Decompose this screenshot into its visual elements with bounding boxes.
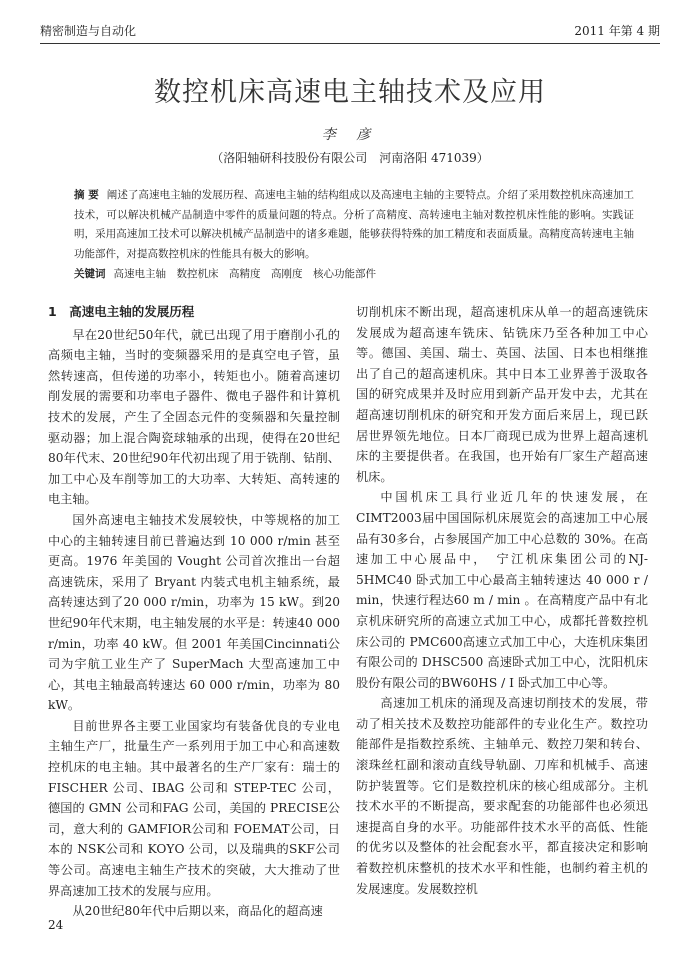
- author-affiliation: （洛阳轴研科技股份有限公司 河南洛阳 471039）: [211, 151, 489, 165]
- keywords-label: 关键词: [74, 268, 106, 280]
- paragraph: 早在20世纪50年代，就已出现了用于磨削小孔的高频电主轴，当时的变频器采用的是真空电子管，虽然转速高，但传递的功率小，转矩也小。随着高速切削发展的需要和功率电子器件、微电子器件和计算机技术的发展，产生了全固态元件的变频器和矢量控制驱动器；加上混合陶瓷球轴承的出现，使得在20世纪80年代末、20世纪90年代初出现了用于铣削、钻削、加工中心及车削等加工的大功率、大转矩、高转速的电主轴。: [48, 327, 340, 507]
- paragraph: 切削机床不断出现，超高速机床从单一的超高速铣床发展成为超高速车铣床、钻铣床乃至各种加工中心等。德国、美国、瑞士、英国、法国、日本也相继推出了自己的超高速机床。其中日本工业界善于汲取各国的研究成果并及时应用到新产品开发中去，尤其在超高速切削机床的研究和开发方面后来居上，现已跃居世界领先地位。日本厂商现已成为世界上超高速机床的主要提供者。在我国，也开始有厂家生产超高速机床。: [356, 305, 648, 484]
- abstract-block: [74, 186, 634, 285]
- abstract-text: 阐述了高速电主轴的发展历程、高速电主轴的结构组成以及高速电主轴的主要特点。介绍了采用数控机床高速加工技术，可以解决机械产品制造中零件的质量问题的特点。分析了高精度、高转速电主轴对数控机床性能的影响。实践证明，采用高速加工技术可以解决机械产品制造中的诸多难题，能够获得特殊的加工精度和表面质量。高精度高转速电主轴功能部件，对提高数控机床的性能具有极大的影响。: [74, 189, 635, 260]
- paragraph: 国外高速电主轴技术发展较快，中等规格的加工中心的主轴转速目前已普遍达到 10 000 r/min 甚至更高。1976 年美国的 Vought 公司首次推出一台超高速铣床，采用了 Bryant 内装式电机主轴系统，最高转速达到了20 000 r/min，功率为 15 kW。到20世纪90年代末期，电主轴发展的水平是：转速40 000 r/min，功率 40 kW。但 2001 年美国Cincinnati公司为宇航工业生产了 SuperMach 大型高速加工中心，其电主轴最高转速达 60 000 r/min，功率为 80 kW。: [48, 512, 340, 713]
- running-header: [40, 22, 660, 44]
- left-column: [48, 302, 340, 922]
- abstract: [74, 186, 634, 264]
- right-column: [356, 302, 648, 899]
- paragraph: 目前世界各主要工业国家均有装备优良的专业电主轴生产厂，批量生产一系列用于加工中心和高速数控机床的电主轴。其中最著名的生产厂家有：瑞士的 FISCHER 公司、IBAG 公司和 STEP-TEC 公司，德国的 GMN 公司和FAG 公司，美国的 PRECISE公司，意大利的 GAMFIOR公司和 FOEMAT公司，日本的 NSK公司和 KOYO 公司，以及瑞典的SKF公司等公司。高速电主轴生产技术的突破，大大推动了世界高速加工技术的发展与应用。: [48, 718, 340, 898]
- issue-label: 2011 年第 4 期: [574, 24, 660, 38]
- paragraph: 从20世纪80年代中后期以来，商品化的超高速: [72, 904, 323, 919]
- page-number: 24: [48, 918, 64, 932]
- journal-name: 精密制造与自动化: [40, 24, 137, 38]
- article-title: 数控机床高速电主轴技术及应用: [154, 77, 546, 108]
- keywords: [74, 265, 634, 285]
- author-name: 李 彦: [321, 127, 379, 143]
- keywords-text: 高速电主轴 数控机床 高精度 高刚度 核心功能部件: [113, 268, 376, 280]
- abstract-label: 摘 要: [74, 189, 99, 201]
- paragraph: 中国机床工具行业近几年的快速发展，在CIMT2003届中国国际机床展览会的高速加工中心展品有30多台，占参展国产加工中心总数的 30%。在高速加工中心展品中， 宁江机床集团公司的NJ-5HMC40 卧式加工中心最高主轴转速达 40 000 r / min，快速行程达60 m / min 。在高精度产品中有北京机床研究所的高速立式加工中心，成都托普数控机床公司的 PMC600高速立式加工中心，大连机床集团有限公司的 DHSC500 高速卧式加工中心，沈阳机床股份有限公司的BW60HS / I 卧式加工中心等。: [356, 490, 648, 690]
- paragraph: 高速加工机床的涌现及高速切削技术的发展，带动了相关技术及数控功能部件的专业化生产。数控功能部件是指数控系统、主轴单元、数控刀架和转台、滚珠丝杠副和滚动直线导轨副、刀库和机械手、高速防护装置等。它们是数控机床的核心组成部分。主机技术水平的不断提高，要求配套的功能部件也必须迅速提高自身的水平。功能部件技术水平的高低、性能的优劣以及整体的社会配套水平，都直接决定和影响着数控机床整机的技术水平和性能，也制约着主机的发展速度。发展数控机: [356, 696, 648, 896]
- section-heading: 1 高速电主轴的发展历程: [48, 304, 195, 319]
